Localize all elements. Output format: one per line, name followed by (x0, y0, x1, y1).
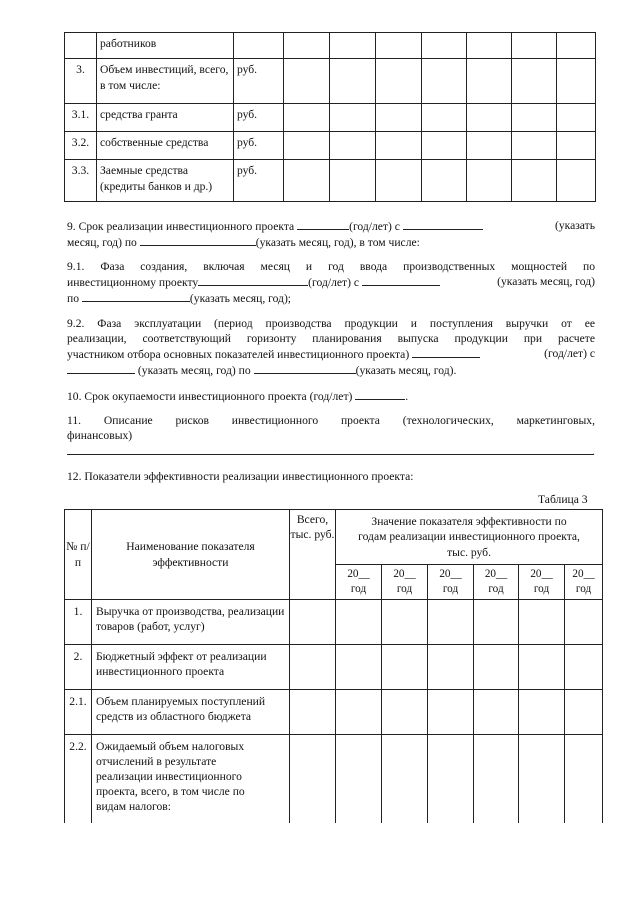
table-cell[interactable] (565, 690, 603, 735)
row-name: средства гранта (97, 104, 234, 132)
row-name: Бюджетный эффект от реализации инвестиционного проекта (92, 645, 290, 690)
blank-field[interactable] (403, 218, 483, 230)
row-unit (234, 33, 284, 59)
table-cell[interactable] (519, 645, 565, 690)
table-cell[interactable] (512, 104, 557, 132)
paragraph-11: 11. Описание рисков инвестиционного проекта (технологических, маркетинговых, финансовых) (67, 414, 595, 443)
row-name: Выручка от производства, реализации товаров (работ, услуг) (92, 600, 290, 645)
row-name: Заемные средства (кредиты банков и др.) (97, 160, 234, 202)
table-cell[interactable] (565, 600, 603, 645)
table-cell[interactable] (428, 600, 474, 645)
table-cell[interactable] (290, 600, 336, 645)
row-number: 2. (65, 645, 92, 690)
table-cell[interactable] (284, 160, 330, 202)
table-cell[interactable] (519, 735, 565, 824)
table-cell[interactable] (290, 645, 336, 690)
table-cell[interactable] (284, 33, 330, 59)
year-column-header: 20__ год (382, 565, 428, 600)
table-cell[interactable] (336, 690, 382, 735)
paragraph-9-1: 9.1. Фаза создания, включая месяц и год ввода производственных мощностей по инвестиционному проекту (год/лет) с (указать месяц, год) по (указать месяц, год); (67, 260, 595, 306)
table-caption: Таблица 3 (538, 493, 588, 506)
table-cell[interactable] (422, 104, 467, 132)
year-column-header: 20__ год (519, 565, 565, 600)
table-cell[interactable] (290, 690, 336, 735)
column-header-name: Наименование показателя эффективности (92, 510, 290, 600)
table-cell[interactable] (467, 104, 512, 132)
table-cell[interactable] (474, 735, 519, 824)
table-cell[interactable] (422, 132, 467, 160)
table-cell[interactable] (557, 160, 596, 202)
risk-description-field[interactable] (67, 454, 593, 455)
table-cell[interactable] (565, 645, 603, 690)
row-unit: руб. (234, 104, 284, 132)
table-row (65, 600, 603, 645)
table-cell[interactable] (557, 59, 596, 104)
table-cell[interactable] (330, 33, 376, 59)
table-cell[interactable] (376, 160, 422, 202)
row-name: Объем планируемых поступлений средств из областного бюджета (92, 690, 290, 735)
blank-field[interactable] (297, 218, 349, 230)
table-cell[interactable] (422, 33, 467, 59)
row-unit: руб. (234, 59, 284, 104)
investment-table (64, 32, 596, 202)
table-cell[interactable] (512, 33, 557, 59)
table-cell[interactable] (428, 690, 474, 735)
table-cell[interactable] (557, 104, 596, 132)
row-number: 1. (65, 600, 92, 645)
table-row (65, 104, 596, 132)
table-cell[interactable] (336, 600, 382, 645)
paragraph-12: 12. Показатели эффективности реализации инвестиционного проекта: (67, 470, 414, 483)
table-cell[interactable] (512, 132, 557, 160)
table-cell[interactable] (336, 645, 382, 690)
row-name: Ожидаемый объем налоговых отчислений в результате реализации инвестиционного проекта, всего, в том числе по видам налогов: (92, 735, 290, 824)
row-number: 3. (65, 59, 97, 104)
row-number (65, 33, 97, 59)
table-cell[interactable] (474, 690, 519, 735)
row-name: собственные средства (97, 132, 234, 160)
year-column-header: 20__ год (336, 565, 382, 600)
table-header-row (65, 510, 603, 565)
table-cell[interactable] (376, 104, 422, 132)
paragraph-10: 10. Срок окупаемости инвестиционного проекта (год/лет) . (67, 390, 409, 403)
table-cell[interactable] (330, 132, 376, 160)
table-cell[interactable] (382, 690, 428, 735)
blank-field[interactable] (140, 234, 256, 246)
table-cell[interactable] (382, 735, 428, 824)
blank-field[interactable] (412, 346, 480, 358)
year-column-header: 20__ год (565, 565, 603, 600)
table-cell[interactable] (330, 104, 376, 132)
blank-field[interactable] (362, 274, 440, 286)
column-header-years-group: Значение показателя эффективности по годам реализации инвестиционного проекта, тыс. руб. (336, 510, 603, 565)
table-cell[interactable] (565, 735, 603, 824)
table-cell[interactable] (382, 645, 428, 690)
efficiency-table (64, 509, 603, 823)
table-cell[interactable] (284, 59, 330, 104)
table-cell[interactable] (336, 735, 382, 824)
table-cell[interactable] (382, 600, 428, 645)
table-row (65, 132, 596, 160)
blank-field[interactable] (254, 362, 356, 374)
table-cell[interactable] (376, 59, 422, 104)
row-number: 3.1. (65, 104, 97, 132)
table-cell[interactable] (467, 59, 512, 104)
blank-field[interactable] (67, 362, 135, 374)
table-cell[interactable] (330, 59, 376, 104)
row-name: Объем инвестиций, всего, в том числе: (97, 59, 234, 104)
table-cell[interactable] (330, 160, 376, 202)
table-cell[interactable] (519, 600, 565, 645)
table-cell[interactable] (557, 132, 596, 160)
table-cell[interactable] (428, 645, 474, 690)
row-number: 2.2. (65, 735, 92, 824)
table-cell[interactable] (467, 33, 512, 59)
column-header-total: Всего, тыс. руб. (290, 510, 336, 600)
row-number: 2.1. (65, 690, 92, 735)
row-number: 3.3. (65, 160, 97, 202)
table-cell[interactable] (474, 645, 519, 690)
table-cell[interactable] (422, 160, 467, 202)
table-row (65, 645, 603, 690)
year-column-header: 20__ год (474, 565, 519, 600)
blank-field[interactable] (355, 388, 405, 400)
table-row (65, 59, 596, 104)
blank-field[interactable] (198, 274, 308, 286)
table-cell[interactable] (474, 600, 519, 645)
table-cell[interactable] (376, 132, 422, 160)
blank-field[interactable] (82, 290, 190, 302)
table-cell[interactable] (422, 59, 467, 104)
table-cell[interactable] (284, 132, 330, 160)
table-cell[interactable] (519, 690, 565, 735)
table-cell[interactable] (376, 33, 422, 59)
row-unit: руб. (234, 160, 284, 202)
row-unit: руб. (234, 132, 284, 160)
table-cell[interactable] (428, 735, 474, 824)
table-row (65, 160, 596, 202)
year-column-header: 20__ год (428, 565, 474, 600)
table-cell[interactable] (467, 132, 512, 160)
paragraph-9: 9. Срок реализации инвестиционного проекта (год/лет) с (указать месяц, год) по (указать месяц, год), в том числе: (67, 219, 595, 250)
table-cell[interactable] (557, 33, 596, 59)
row-name: работников (97, 33, 234, 59)
row-number: 3.2. (65, 132, 97, 160)
table-row (65, 690, 603, 735)
table-row (65, 735, 603, 824)
table-row (65, 33, 596, 59)
table-cell[interactable] (284, 104, 330, 132)
table-cell[interactable] (290, 735, 336, 824)
column-header-number: № п/п (65, 510, 92, 600)
table-cell[interactable] (512, 160, 557, 202)
paragraph-9-2: 9.2. Фаза эксплуатации (период производства продукции и поступления выручки от ее реализации, соответствующий горизонту планирования выпуска продукции при расчете участником отбора основных показателей инвестиционного проекта) (год/лет) с (указать месяц, год) по (указать месяц, год). (67, 317, 595, 378)
table-cell[interactable] (467, 160, 512, 202)
table-cell[interactable] (512, 59, 557, 104)
